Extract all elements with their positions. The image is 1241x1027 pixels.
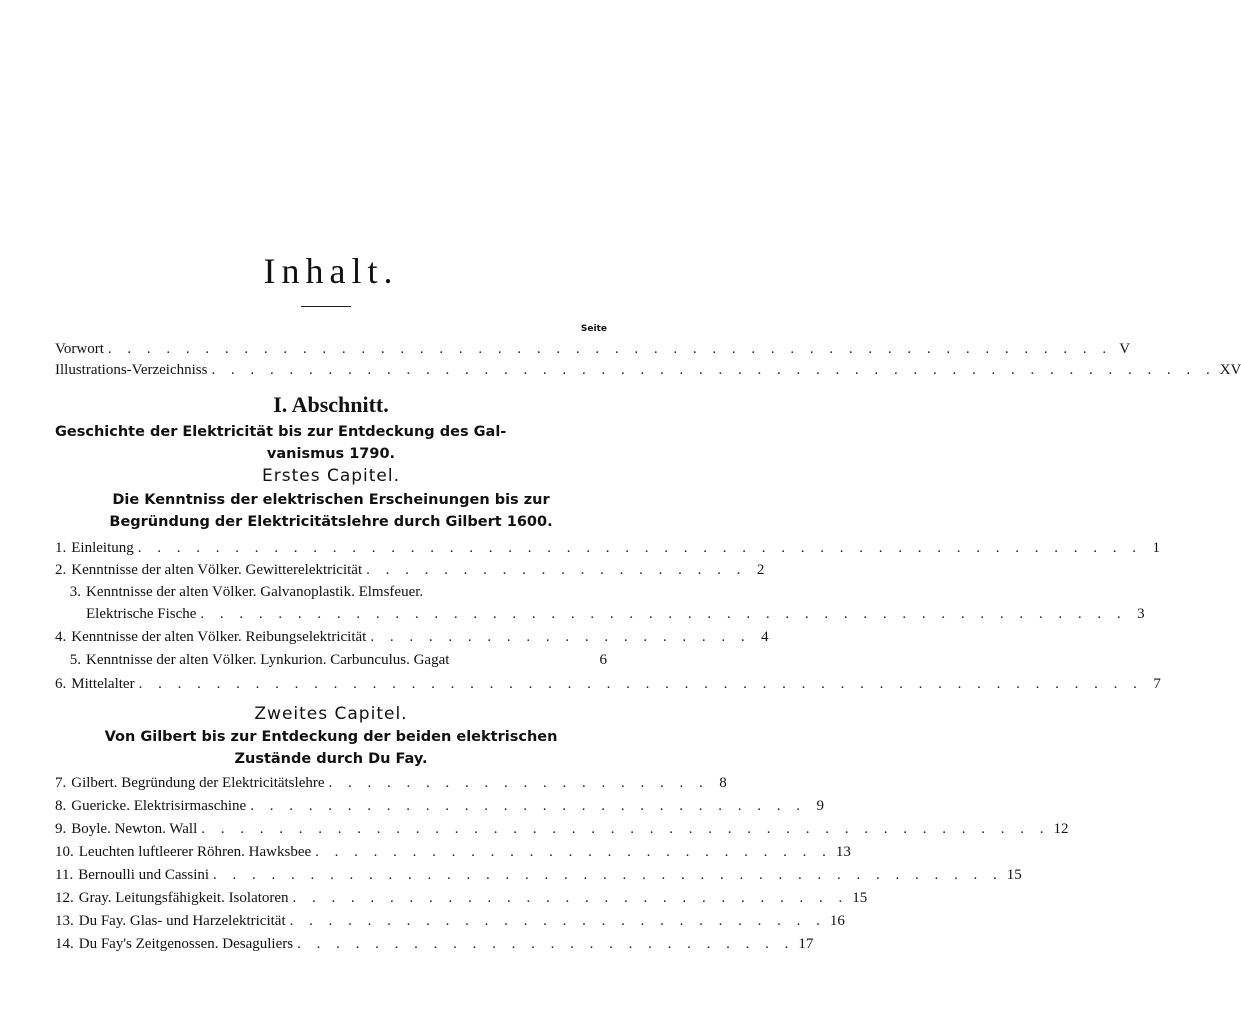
section-title: I. Abschnitt. <box>273 392 389 417</box>
leader-dots: . . . . . . . . . . . . . . . . . . . . <box>328 775 709 791</box>
entry-page: XV <box>1219 362 1241 378</box>
chapter1-subtitle-line1: Die Kenntniss der elektrischen Erscheinungen bis zur <box>112 492 550 508</box>
chapter1-subtitle-line2: Begründung der Elektricitätslehre durch Gilbert 1600. <box>109 514 553 530</box>
chapter1-title: Erstes Capitel. <box>261 466 401 486</box>
entry-label: Kenntnisse der alten Völker. Reibungselektricität <box>71 629 367 645</box>
entry-label-continued: Elektrische Fische <box>86 606 197 622</box>
chapter2-title: Zweites Capitel. <box>254 704 408 724</box>
leader-dots: . . . . . . . . . . . . . . . . . . . . . . . . . . . . . . . . . . . . . . . . . . . . . . . . . . . . <box>137 540 1142 556</box>
section-subtitle-line2: vanismus 1790. <box>266 446 396 462</box>
toc-entry[interactable] <box>55 537 1160 559</box>
entry-label: Guericke. Elektrisirmaschine <box>71 798 247 814</box>
entry-label: Boyle. Newton. Wall <box>71 821 198 837</box>
entry-page: 12 <box>1053 821 1069 837</box>
leader-dots: . . . . . . . . . . . . . . . . . . . . . . . . . . . . . <box>292 890 849 906</box>
entry-label: Kenntnisse der alten Völker. Gewitterelektricität <box>71 562 363 578</box>
toc-entry-continued[interactable] <box>55 603 1145 625</box>
toc-page <box>55 0 1241 1027</box>
entry-number: 6. <box>55 676 67 692</box>
chapter2-subtitle-line2: Zustände durch Du Fay. <box>234 751 428 767</box>
toc-entry[interactable] <box>55 626 769 648</box>
entry-number: 9. <box>55 821 67 837</box>
toc-entry-illustrations[interactable] <box>55 359 1241 381</box>
toc-entry[interactable] <box>55 649 607 671</box>
entry-number: 13. <box>55 913 74 929</box>
entry-number: 11. <box>55 867 74 883</box>
section-subtitle-line1: Geschichte der Elektricität bis zur Entdeckung des Gal- <box>55 424 507 440</box>
toc-entry[interactable] <box>55 559 765 581</box>
leader-dots: . . . . . . . . . . . . . . . . . . . . . . . . . . . . <box>289 913 826 929</box>
leader-dots: . . . . . . . . . . . . . . . . . . . . <box>370 629 751 645</box>
entry-label: Du Fay's Zeitgenossen. Desaguliers <box>78 936 294 952</box>
entry-page: 2 <box>756 562 765 578</box>
entry-page: 6 <box>599 652 607 668</box>
toc-entry[interactable] <box>55 673 1161 695</box>
entry-number: 7. <box>55 775 67 791</box>
toc-entry[interactable] <box>55 818 1069 840</box>
entry-label: Mittelalter <box>71 676 135 692</box>
entry-number: 10. <box>55 844 74 860</box>
entry-number: 14. <box>55 936 74 952</box>
entry-label: Bernoulli und Cassini <box>78 867 210 883</box>
leader-dots: . . . . . . . . . . . . . . . . . . . . . . . . . . . . . . . . . . . . . . . . . . . . . . . . . . . . <box>138 676 1143 692</box>
toc-entry[interactable] <box>55 841 851 863</box>
entry-page: 9 <box>816 798 824 814</box>
entry-number: 8. <box>55 798 67 814</box>
entry-label: Kenntnisse der alten Völker. Lynkurion. Carbunculus. Gagat <box>86 652 450 668</box>
toc-entry-vorwort[interactable] <box>55 338 1131 360</box>
toc-entry[interactable] <box>55 887 868 909</box>
entry-number: 5. <box>69 652 81 668</box>
page-column-label: Seite <box>580 324 607 334</box>
leader-dots: . . . . . . . . . . . . . . . . . . . . . . . . . . . . . . . . . . . . . . . . . . . . <box>201 821 1050 837</box>
toc-entry[interactable] <box>55 864 1022 886</box>
entry-page: V <box>1119 341 1131 357</box>
entry-page: 16 <box>829 913 845 929</box>
leader-dots: . . . . . . . . . . . . . . . . . . . . . . . . . . . <box>315 844 832 860</box>
entry-label: Kenntnisse der alten Völker. Galvanoplastik. Elmsfeuer. <box>86 584 424 600</box>
entry-number: 2. <box>55 562 67 578</box>
entry-label: Du Fay. Glas- und Harzelektricität <box>78 913 286 929</box>
leader-dots: . . . . . . . . . . . . . . . . . . . . . . . . . . . . . . . . . . . . . . . . . . . . . . . . <box>200 606 1127 622</box>
entry-number: 1. <box>55 540 67 556</box>
toc-entry[interactable] <box>55 772 727 794</box>
leader-dots: . . . . . . . . . . . . . . . . . . . . . . . . . . . . . . . . . . . . . . . . . . . . . . . . . . . . <box>211 362 1216 378</box>
toc-entry[interactable] <box>55 581 607 603</box>
entry-page: 3 <box>1137 606 1145 622</box>
toc-entry[interactable] <box>55 795 824 817</box>
entry-page: 15 <box>852 890 868 906</box>
entry-page: 4 <box>761 629 769 645</box>
title-rule <box>301 306 351 307</box>
leader-dots: . . . . . . . . . . . . . . . . . . . . . . . . . . . . . . . . . . . . . . . . . . . . . . . . . . . . <box>107 341 1113 357</box>
entry-label: Leuchten luftleerer Röhren. Hawksbee <box>78 844 312 860</box>
entry-label: Gilbert. Begründung der Elektricitätslehre <box>71 775 325 791</box>
entry-page: 15 <box>1006 867 1022 883</box>
entry-label: Einleitung <box>71 540 134 556</box>
entry-number: 4. <box>55 629 67 645</box>
entry-page: 17 <box>798 936 814 952</box>
entry-page: 13 <box>835 844 851 860</box>
toc-entry[interactable] <box>55 910 845 932</box>
entry-label: Illustrations-Verzeichniss <box>55 362 208 378</box>
entry-page: 8 <box>719 775 727 791</box>
page-title: Inhalt. <box>263 251 399 291</box>
leader-dots: . . . . . . . . . . . . . . . . . . . . . . . . . . <box>297 936 795 952</box>
entry-label: Gray. Leitungsfähigkeit. Isolatoren <box>78 890 289 906</box>
leader-dots: . . . . . . . . . . . . . . . . . . . . <box>366 562 747 578</box>
leader-dots: . . . . . . . . . . . . . . . . . . . . . . . . . . . . . . . . . . . . . . . . . <box>213 867 1003 883</box>
entry-page: 1 <box>1152 540 1160 556</box>
leader-dots: . . . . . . . . . . . . . . . . . . . . . . . . . . . . . <box>250 798 806 814</box>
toc-entry[interactable] <box>55 933 814 955</box>
entry-label: Vorwort <box>55 341 104 357</box>
chapter2-subtitle-line1: Von Gilbert bis zur Entdeckung der beiden elektrischen <box>104 729 558 745</box>
entry-number: 3. <box>69 584 81 600</box>
entry-number: 12. <box>55 890 74 906</box>
entry-page: 7 <box>1153 676 1161 692</box>
